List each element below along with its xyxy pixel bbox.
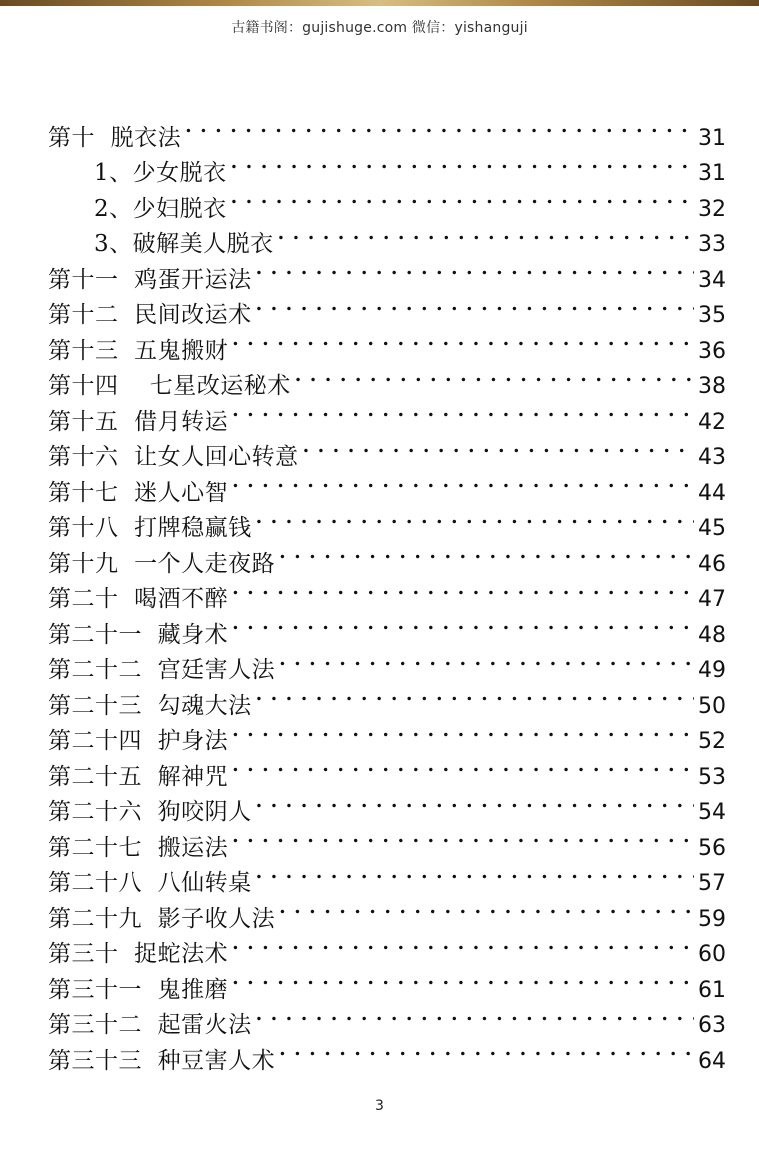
dot-leader	[303, 429, 694, 465]
dot-leader	[232, 393, 694, 429]
toc-entry-page-number: 35	[698, 303, 726, 328]
dot-leader	[256, 251, 694, 287]
dot-leader	[232, 464, 694, 500]
toc-entry-page-number: 36	[698, 338, 726, 364]
toc-entry-title: 第三十三 种豆害人术	[48, 1047, 276, 1074]
toc-entry-page-number: 45	[698, 516, 726, 541]
dot-leader	[256, 997, 694, 1033]
dot-leader	[279, 642, 694, 678]
toc-entry-page-number: 61	[698, 977, 726, 1003]
dot-leader	[256, 677, 694, 713]
toc-entry-title: 第十三 五鬼搬财	[48, 337, 229, 364]
toc-entry-page-number: 53	[698, 764, 726, 790]
toc-entry-page-number: 63	[698, 1013, 726, 1038]
toc-entry-page-number: 60	[698, 942, 726, 967]
toc-entry-page-number: 34	[698, 267, 726, 293]
toc-entry-title: 3、破解美人脱衣	[94, 231, 274, 257]
dot-leader	[232, 571, 694, 607]
toc-entry-title: 第十四 七星改运秘术	[48, 373, 291, 399]
dot-leader	[256, 287, 694, 323]
toc-entry-title: 第十九 一个人走夜路	[48, 550, 276, 577]
dot-leader	[232, 606, 694, 642]
toc-entry-title: 第三十二 起雷火法	[48, 1012, 252, 1038]
toc-entry-title: 第二十九 影子收人法	[48, 905, 276, 932]
toc-entry-page-number: 31	[698, 125, 726, 151]
dot-leader	[232, 961, 694, 997]
dot-leader	[232, 819, 694, 855]
dot-leader	[279, 1032, 694, 1068]
dot-leader	[231, 180, 694, 216]
dot-leader	[256, 500, 694, 536]
dot-leader	[231, 145, 694, 181]
toc-entry-title: 第十二 民间改运术	[48, 302, 252, 328]
toc-entry-page-number: 54	[698, 800, 726, 825]
dot-leader	[279, 890, 694, 926]
toc-entry-title: 第二十四 护身法	[48, 728, 229, 754]
toc-entry-title: 第二十二 宫廷害人法	[48, 657, 276, 683]
toc-entry-page-number: 47	[698, 587, 726, 612]
toc-entry-page-number: 59	[698, 906, 726, 932]
toc-entry-page-number: 46	[698, 551, 726, 577]
toc-entry-title: 第二十三 勾魂大法	[48, 692, 252, 719]
toc-entry-page-number: 48	[698, 622, 726, 648]
site-watermark-header: 古籍书阁：gujishuge.com 微信：yishanguji	[231, 20, 528, 36]
toc-entry-title: 第十一 鸡蛋开运法	[48, 266, 252, 293]
dot-leader	[279, 535, 694, 571]
toc-entry-page-number: 38	[698, 374, 726, 399]
toc-entry-title: 第二十六 狗咬阴人	[48, 799, 252, 825]
toc-entry-page-number: 56	[698, 835, 726, 861]
toc-entry-page-number: 44	[698, 480, 726, 506]
toc-entry-page-number: 57	[698, 871, 726, 896]
page-number: 3	[375, 1098, 384, 1114]
dot-leader	[232, 713, 694, 749]
dot-leader	[185, 109, 694, 145]
toc-entry-title: 第三十 捉蛇法术	[48, 941, 229, 967]
toc-entry-page-number: 50	[698, 693, 726, 719]
dot-leader	[232, 748, 694, 784]
toc-entry-title: 2、少妇脱衣	[94, 195, 227, 222]
table-of-contents	[48, 109, 726, 1074]
toc-entry-title: 第十七 迷人心智	[48, 479, 229, 506]
toc-entry[interactable]	[48, 109, 726, 151]
dot-leader	[232, 926, 694, 962]
toc-entry-title: 第三十一 鬼推磨	[48, 976, 229, 1003]
toc-entry-title: 第二十七 搬运法	[48, 834, 229, 861]
toc-entry-page-number: 52	[698, 729, 726, 754]
toc-entry-title: 第二十一 藏身术	[48, 621, 229, 648]
top-decorative-band	[0, 0, 759, 6]
toc-entry-title: 第十 脱衣法	[48, 124, 182, 151]
toc-entry-page-number: 32	[698, 196, 726, 222]
toc-entry-page-number: 49	[698, 658, 726, 683]
dot-leader	[256, 784, 694, 820]
dot-leader	[232, 322, 694, 358]
toc-entry-page-number: 43	[698, 445, 726, 470]
dot-leader	[278, 216, 694, 252]
toc-entry-title: 第二十五 解神咒	[48, 763, 229, 790]
toc-entry-page-number: 33	[698, 232, 726, 257]
toc-entry-title: 第十六 让女人回心转意	[48, 444, 299, 470]
dot-leader	[295, 358, 694, 394]
toc-entry-page-number: 42	[698, 409, 726, 435]
dot-leader	[256, 855, 694, 891]
toc-entry-page-number: 31	[698, 161, 726, 186]
toc-entry-title: 1、少女脱衣	[94, 160, 227, 186]
toc-entry-title: 第二十 喝酒不醉	[48, 586, 229, 612]
toc-entry-title: 第十八 打牌稳赢钱	[48, 515, 252, 541]
toc-entry-title: 第十五 借月转运	[48, 408, 229, 435]
toc-entry-page-number: 64	[698, 1048, 726, 1074]
toc-entry-title: 第二十八 八仙转桌	[48, 870, 252, 896]
